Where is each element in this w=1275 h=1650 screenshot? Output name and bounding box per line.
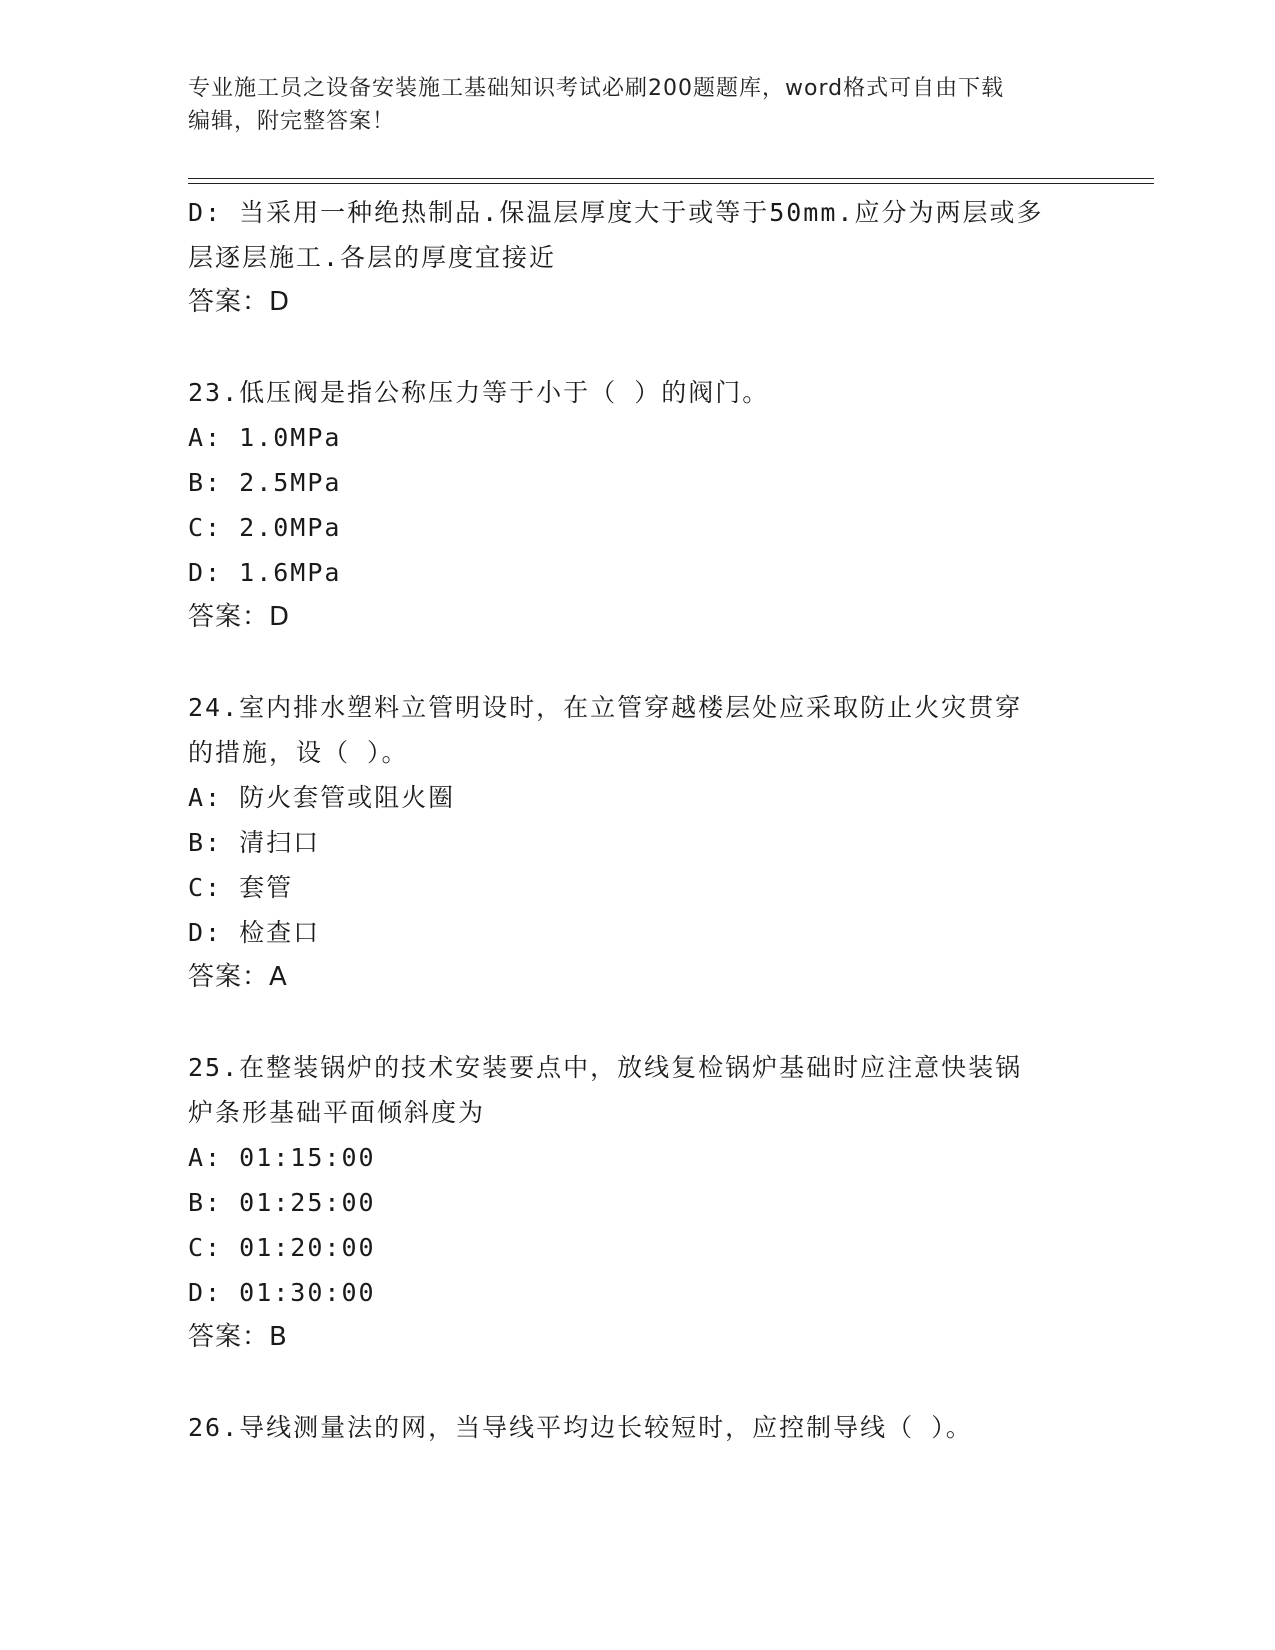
question-block-23 (188, 370, 1088, 640)
question-text: 26.导线测量法的网，当导线平均边长较短时，应控制导线（ ）。 (188, 1413, 973, 1442)
option-c: C: 01:20:00 (188, 1233, 376, 1262)
option-d: D: 检查口 (188, 918, 321, 947)
option-b: B: 清扫口 (188, 828, 321, 857)
answer-label: 答案：B (188, 1322, 288, 1352)
spacer (188, 1360, 1088, 1405)
header-title-line1: 专业施工员之设备安装施工基础知识考试必刷200题题库，word格式可自由下载 (188, 76, 1005, 101)
spacer (188, 325, 1088, 370)
option-a: A: 1.0MPa (188, 423, 342, 452)
document-header (188, 72, 1088, 138)
answer-label: 答案：D (188, 602, 291, 632)
option-d-continued: 层逐层施工.各层的厚度宜接近 (188, 243, 557, 272)
spacer (188, 640, 1088, 685)
header-title-line2: 编辑，附完整答案！ (188, 109, 396, 134)
spacer (188, 1000, 1088, 1045)
option-d: D: 01:30:00 (188, 1278, 376, 1307)
question-block-previous (188, 190, 1088, 325)
option-b: B: 01:25:00 (188, 1188, 376, 1217)
question-text: 24.室内排水塑料立管明设时，在立管穿越楼层处应采取防止火灾贯穿 (188, 693, 1023, 722)
question-text-continued: 的措施，设（ ）。 (188, 738, 409, 767)
question-block-26 (188, 1405, 1088, 1450)
question-text-continued: 炉条形基础平面倾斜度为 (188, 1098, 486, 1127)
option-b: B: 2.5MPa (188, 468, 342, 497)
option-a: A: 防火套管或阻火圈 (188, 783, 456, 812)
option-a: A: 01:15:00 (188, 1143, 376, 1172)
question-block-24 (188, 685, 1088, 1000)
answer-label: 答案：D (188, 287, 291, 317)
question-block-25 (188, 1045, 1088, 1360)
question-text: 25.在整装锅炉的技术安装要点中，放线复检锅炉基础时应注意快装锅 (188, 1053, 1023, 1082)
answer-label: 答案：A (188, 962, 288, 992)
document-body (188, 190, 1088, 1450)
option-d: D: 1.6MPa (188, 558, 342, 587)
question-text: 23.低压阀是指公称压力等于小于（ ）的阀门。 (188, 378, 770, 407)
header-divider-top (188, 178, 1154, 179)
header-divider-bottom (188, 183, 1154, 184)
option-c: C: 2.0MPa (188, 513, 342, 542)
option-d: D: 当采用一种绝热制品.保温层厚度大于或等于50mm.应分为两层或多 (188, 198, 1044, 227)
option-c: C: 套管 (188, 873, 294, 902)
